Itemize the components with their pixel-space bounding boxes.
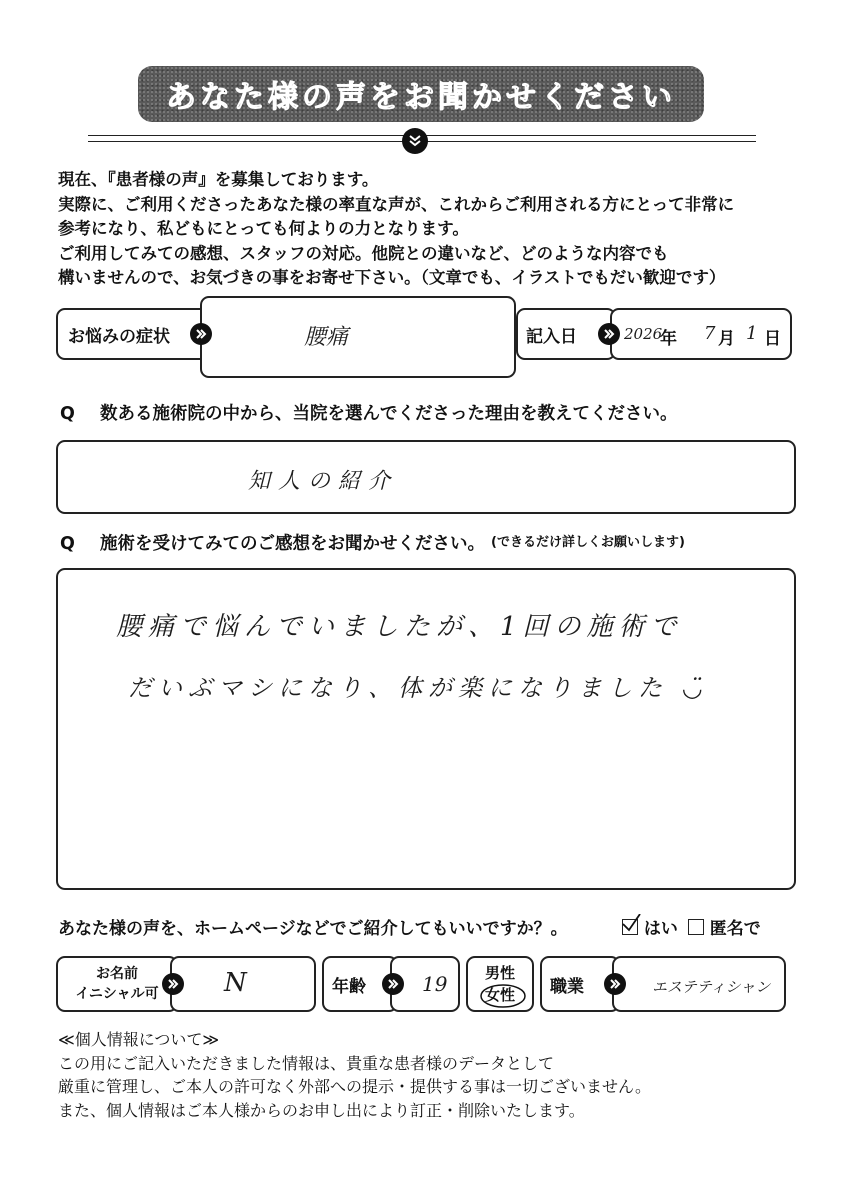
consent-question: あなた様の声を、ホームページなどでご紹介してもいいですか？。 (58, 919, 568, 939)
question-2-note: (できるだけ詳しくお願いします) (491, 535, 685, 550)
name-label-initial: イニシャル可 (75, 986, 159, 1002)
form-title-banner (138, 66, 704, 122)
date-year-suffix: 年 (660, 329, 677, 349)
double-chevron-right-icon (162, 973, 184, 995)
question-1-text: 数ある施術院の中から、当院を選んでくださった理由を教えてください。 (100, 404, 678, 424)
question-mark: Q (60, 404, 75, 424)
intro-line: 実際に、ご利用くださったあなた様の率直な声が、これからご利用される方にとって非常に (58, 194, 735, 214)
intro-line: 現在、『患者様の声』を募集しております。 (58, 170, 379, 189)
double-chevron-right-icon (598, 323, 620, 345)
gender-male-option[interactable]: 男性 (484, 964, 515, 982)
job-label: 職業 (550, 976, 584, 997)
job-value: エステティシャン (652, 978, 771, 996)
reason-answer: 知人の紹介 (248, 469, 399, 494)
date-day: 1 (746, 323, 758, 344)
impression-answer-line: だいぶマシになり、体が楽になりました ◡̈ (128, 674, 709, 702)
gender-female-option[interactable] (485, 984, 515, 1006)
date-month: 7 (704, 323, 716, 344)
name-field[interactable] (170, 956, 316, 1012)
date-field[interactable] (610, 308, 792, 360)
double-chevron-right-icon (190, 323, 212, 345)
name-label-box (56, 956, 178, 1012)
date-year: 2026 (624, 325, 663, 343)
date-month-suffix: 月 (718, 329, 735, 349)
impression-answer-line: 腰痛で悩んでいましたが、1回の施術で (116, 612, 683, 642)
consent-yes-checkbox[interactable] (622, 919, 638, 935)
question-mark: Q (60, 534, 75, 554)
privacy-line: また、個人情報はご本人様からのお申し出により訂正・削除いたします。 (58, 1100, 585, 1120)
date-day-suffix: 日 (764, 329, 781, 349)
symptom-label: お悩みの症状 (68, 326, 170, 347)
double-chevron-right-icon (604, 973, 626, 995)
privacy-section (58, 1028, 651, 1122)
symptom-field[interactable] (200, 296, 516, 378)
name-label: お名前 (96, 966, 138, 982)
chevron-down-icon (402, 128, 428, 154)
consent-anon-checkbox[interactable] (688, 919, 704, 935)
question-2-text: 施術を受けてみてのご感想をお聞かせください。 (100, 534, 485, 554)
privacy-line: 厳重に管理し、ご本人の許可なく外部への提示・提供する事は一切ございません。 (58, 1077, 651, 1096)
consent-yes-label: はい (643, 919, 678, 939)
gender-female-label: 女性 (484, 986, 515, 1004)
job-field[interactable] (612, 956, 786, 1012)
consent-options (622, 914, 761, 939)
intro-line: 参考になり、私どもにとっても何よりの力となります。 (58, 219, 469, 238)
intro-line: 構いませんので、お気づきの事をお寄せ下さい。（文章でも、イラストでもだい歓迎です） (58, 268, 726, 287)
intro-line: ご利用してみての感想、スタッフの対応。他院との違いなど、どのような内容でも (58, 243, 669, 263)
privacy-line: この用にご記入いただきました情報は、貴重な患者様のデータとして (58, 1053, 555, 1073)
reason-answer-box[interactable] (56, 440, 796, 514)
date-label: 記入日 (526, 326, 577, 347)
privacy-title: ≪個人情報について≫ (58, 1030, 220, 1049)
question-2 (60, 530, 685, 555)
name-value: N (224, 968, 247, 998)
selection-circle-mark (479, 982, 527, 1010)
form-title: あなた様の声をお聞かせください (166, 80, 676, 115)
question-1 (60, 400, 678, 425)
symptom-value: 腰痛 (304, 325, 349, 350)
double-chevron-right-icon (382, 973, 404, 995)
impression-answer-box[interactable] (56, 568, 796, 890)
gender-box[interactable] (466, 956, 534, 1012)
intro-text (58, 168, 818, 291)
age-label: 年齢 (332, 976, 366, 997)
age-value: 19 (422, 972, 448, 996)
consent-anon-label: 匿名で (709, 919, 761, 939)
